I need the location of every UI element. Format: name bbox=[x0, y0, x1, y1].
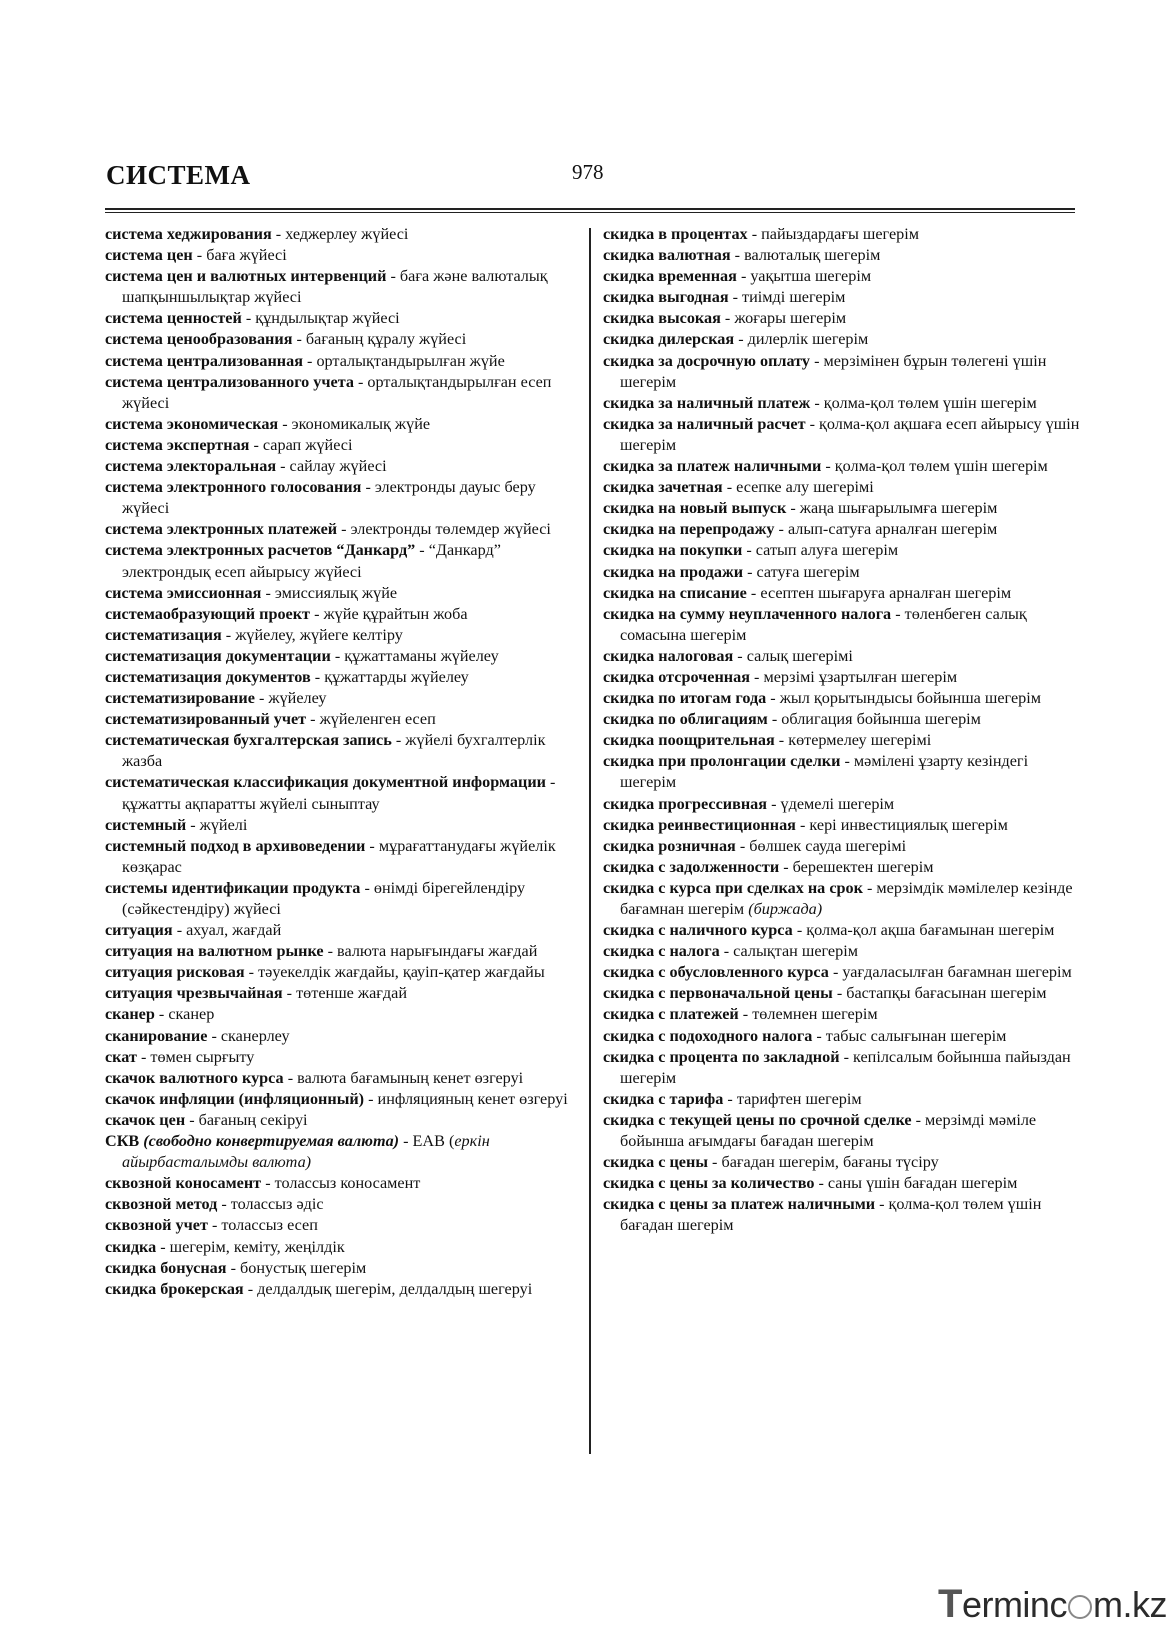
entry-term: скидка с налога bbox=[603, 942, 720, 961]
entry-definition: - пайыздардағы шегерім bbox=[747, 225, 919, 243]
dictionary-entry bbox=[105, 604, 583, 625]
entry-definition: - өнімді бірегейлендіру (сәйкестендіру) жүйесі bbox=[122, 878, 526, 918]
entry-term: скидка отсроченная bbox=[603, 667, 750, 686]
entry-term: ситуация на валютном рынке bbox=[105, 942, 324, 961]
dictionary-entry bbox=[105, 372, 583, 414]
dictionary-entry bbox=[603, 351, 1083, 393]
entry-term: скидка дилерская bbox=[603, 330, 735, 349]
entry-definition: - орталықтандырылған есеп жүйесі bbox=[122, 372, 552, 412]
entry-definition: - баға жүйесі bbox=[192, 246, 287, 265]
entry-term: скидка bbox=[105, 1237, 157, 1256]
entry-definition: - бонустық шегерім bbox=[226, 1258, 367, 1277]
entry-term: систематическая бухгалтерская запись bbox=[105, 731, 392, 750]
entry-definition: - берешектен шегерім bbox=[779, 857, 934, 876]
dictionary-entry bbox=[105, 920, 583, 941]
entry-definition: - электронды дауыс беру жүйесі bbox=[122, 478, 536, 518]
entry-definition: - толассыз есеп bbox=[207, 1216, 318, 1235]
dictionary-entry bbox=[105, 583, 583, 604]
dictionary-entry bbox=[603, 245, 1083, 266]
entry-definition: - валюта нарығындағы жағдай bbox=[323, 942, 538, 961]
entry-definition: - қолма-қол төлем үшін бағадан шегерім bbox=[620, 1195, 1042, 1235]
entry-term: скидка на перепродажу bbox=[603, 520, 775, 539]
entry-definition: - көтермелеу шегерімі bbox=[774, 731, 932, 750]
dictionary-entry bbox=[603, 815, 1083, 836]
entry-term: скидка с подоходного налога bbox=[603, 1026, 813, 1045]
watermark-domain: m.kz bbox=[1092, 1584, 1167, 1625]
dictionary-entry bbox=[603, 1047, 1083, 1089]
entry-definition: - орталықтандырылған жүйе bbox=[302, 351, 505, 370]
entry-term: скидка с цены за платеж наличными bbox=[603, 1195, 876, 1214]
entry-definition: - “Данкард” электрондық есеп айырысу жүйесі bbox=[122, 541, 501, 581]
dictionary-entry bbox=[603, 287, 1083, 308]
entry-definition: - жүйелеу bbox=[254, 689, 327, 708]
dictionary-entry bbox=[105, 414, 583, 435]
entry-definition: - мерзімді мәміле бойынша ағымдағы бағадан шегерім bbox=[620, 1110, 1037, 1151]
dictionary-entry bbox=[105, 1068, 583, 1089]
entry-term: системный bbox=[105, 815, 187, 834]
entry-definition: - төлемнен шегерім bbox=[738, 1005, 878, 1024]
entry-definition: - мерзімінен бұрын төлегені үшін шегерім bbox=[620, 351, 1047, 391]
entry-term: систематизация bbox=[105, 625, 222, 644]
entry-note: (свободно конвертируемая валюта) bbox=[143, 1132, 400, 1151]
entry-definition: - электронды төлемдер жүйесі bbox=[337, 520, 551, 539]
dictionary-entry bbox=[105, 1258, 583, 1279]
entry-term: система хеджирования bbox=[105, 225, 272, 243]
dictionary-entry bbox=[105, 772, 583, 814]
entry-definition: - сканер bbox=[154, 1005, 215, 1024]
entry-term: скидка за досрочную оплату bbox=[603, 351, 811, 370]
entry-term: скидка с курса при сделках на срок bbox=[603, 878, 863, 897]
entry-definition: - табыс салығынан шегерім bbox=[812, 1026, 1007, 1045]
running-head: СИСТЕМА bbox=[106, 160, 251, 190]
dictionary-entry bbox=[105, 308, 583, 329]
entry-definition: - тиімді шегерім bbox=[728, 288, 846, 307]
entry-term: система централизованная bbox=[105, 351, 303, 370]
dictionary-entry bbox=[105, 941, 583, 962]
entry-term: скидка поощрительная bbox=[603, 731, 775, 750]
dictionary-entry bbox=[105, 540, 583, 582]
entry-term: система ценностей bbox=[105, 309, 242, 328]
entry-term: ситуация рисковая bbox=[105, 963, 245, 982]
entry-definition: - тәуекелдік жағдайы, қауіп-қатер жағдайы bbox=[244, 963, 545, 982]
entry-definition: - экономикалық жүйе bbox=[278, 414, 431, 433]
entry-term: системный подход в архивоведении bbox=[105, 836, 366, 855]
entry-definition: - уағдаласылған бағамнан шегерім bbox=[828, 963, 1072, 982]
entry-term: скидка на продажи bbox=[603, 562, 744, 581]
entry-term: скидка зачетная bbox=[603, 478, 723, 497]
entry-term: систематизирование bbox=[105, 689, 255, 708]
dictionary-entry bbox=[105, 878, 583, 920]
entry-definition: - сарап жүйесі bbox=[249, 435, 353, 454]
dictionary-entry bbox=[105, 962, 583, 983]
dictionary-entry bbox=[105, 1173, 583, 1194]
entry-definition: - мерзімі ұзартылған шегерім bbox=[749, 667, 958, 686]
entry-term: скидка брокерская bbox=[105, 1279, 244, 1298]
entry-definition: - жүйе құрайтын жоба bbox=[310, 604, 468, 623]
entry-definition: - саны үшін бағадан шегерім bbox=[814, 1174, 1018, 1193]
entry-definition: - жүйелеу, жүйеге келтіру bbox=[221, 625, 403, 644]
entry-term: сканирование bbox=[105, 1026, 208, 1045]
dictionary-entry bbox=[105, 1279, 583, 1300]
dictionary-entry bbox=[105, 1110, 583, 1131]
entry-definition: - жүйелі бухгалтерлік жазба bbox=[122, 731, 546, 771]
entry-term: скидка по итогам года bbox=[603, 689, 767, 708]
entry-term: скидка с наличного курса bbox=[603, 921, 793, 940]
entry-definition: - толассыз әдіс bbox=[217, 1195, 324, 1214]
dictionary-entry bbox=[105, 329, 583, 350]
entry-term: система экономическая bbox=[105, 414, 279, 433]
entry-term: система электронных расчетов “Данкард” bbox=[105, 541, 416, 560]
entry-definition: - құндылықтар жүйесі bbox=[241, 309, 400, 328]
entry-definition: - бағадан шегерім, бағаны түсіру bbox=[707, 1153, 939, 1172]
entry-term: скидка по облигациям bbox=[603, 710, 768, 729]
dictionary-entry bbox=[603, 646, 1083, 667]
entry-term: скидка временная bbox=[603, 267, 737, 286]
entry-definition-note: еркін айырбасталымды валюта) bbox=[122, 1132, 490, 1172]
entry-term: скидка на покупки bbox=[603, 541, 743, 560]
dictionary-entry bbox=[603, 393, 1083, 414]
entry-definition: - жыл қорытындысы бойынша шегерім bbox=[766, 689, 1042, 708]
dictionary-entry bbox=[105, 1237, 583, 1258]
dictionary-entry bbox=[105, 266, 583, 308]
dictionary-entry bbox=[105, 688, 583, 709]
entry-term: систематизированный учет bbox=[105, 710, 307, 729]
entry-term: система электоральная bbox=[105, 457, 277, 476]
left-column bbox=[105, 224, 583, 1300]
entry-definition: - кепілсалым бойынша пайыздан шегерім bbox=[620, 1047, 1071, 1087]
entry-definition: - құжатты ақпаратты жүйелі сыныптау bbox=[122, 773, 556, 813]
entry-term: система эмиссионная bbox=[105, 583, 262, 602]
entry-term: скидка с цены bbox=[603, 1153, 708, 1172]
dictionary-entry bbox=[105, 983, 583, 1004]
dictionary-entry bbox=[105, 1026, 583, 1047]
dictionary-entry bbox=[105, 646, 583, 667]
dictionary-entry bbox=[603, 1173, 1083, 1194]
dictionary-entry bbox=[105, 730, 583, 772]
dictionary-entry bbox=[603, 540, 1083, 561]
dictionary-entry bbox=[603, 857, 1083, 878]
dictionary-entry bbox=[603, 794, 1083, 815]
dictionary-entry bbox=[603, 688, 1083, 709]
dictionary-entry bbox=[603, 941, 1083, 962]
entry-term: скидка с текущей цены по срочной сделке bbox=[603, 1110, 912, 1129]
dictionary-entry bbox=[603, 983, 1083, 1004]
dictionary-entry bbox=[603, 329, 1083, 350]
dictionary-entry bbox=[105, 815, 583, 836]
dictionary-entry bbox=[603, 1194, 1083, 1236]
entry-term: систематизация документации bbox=[105, 646, 331, 665]
entry-term: система электронных платежей bbox=[105, 520, 338, 539]
entry-definition: - бөлшек сауда шегерімі bbox=[735, 836, 907, 855]
entry-definition: - облигация бойынша шегерім bbox=[767, 710, 981, 729]
dictionary-entry bbox=[603, 308, 1083, 329]
entry-term: скидка валютная bbox=[603, 246, 731, 265]
entry-term: скидка бонусная bbox=[105, 1258, 227, 1277]
entry-term: скидка розничная bbox=[603, 836, 736, 855]
dictionary-entry bbox=[603, 1110, 1083, 1152]
dictionary-entry bbox=[603, 920, 1083, 941]
entry-term: скидка на сумму неуплаченного налога bbox=[603, 604, 892, 623]
entry-term: скидка при пролонгации сделки bbox=[603, 752, 841, 771]
dictionary-entry bbox=[105, 836, 583, 878]
header-rule-thin bbox=[105, 212, 1075, 213]
entry-term: скидка на списание bbox=[603, 583, 747, 602]
entry-term: скидка налоговая bbox=[603, 646, 734, 665]
entry-term: скидка за наличный расчет bbox=[603, 414, 806, 433]
entry-definition: - қолма-қол төлем үшін шегерім bbox=[810, 393, 1037, 412]
dictionary-entry bbox=[603, 730, 1083, 751]
dictionary-entry bbox=[105, 1047, 583, 1068]
entry-term: ситуация чрезвычайная bbox=[105, 984, 283, 1003]
entry-definition: - жаңа шығарылымға шегерім bbox=[786, 499, 998, 518]
entry-definition-note: (биржада) bbox=[748, 900, 823, 918]
entry-definition: - мұрағаттанудағы жүйелік көзқарас bbox=[122, 836, 556, 876]
entry-term: сканер bbox=[105, 1005, 155, 1024]
dictionary-entry bbox=[603, 836, 1083, 857]
entry-term: скидка с процента по закладной bbox=[603, 1047, 840, 1066]
entry-definition: - есепке алу шегерімі bbox=[722, 478, 874, 497]
entry-definition: - мәмілені ұзарту кезіндегі шегерім bbox=[620, 752, 1029, 792]
entry-term: системы идентификации продукта bbox=[105, 878, 361, 897]
entry-definition: - жүйеленген есеп bbox=[306, 710, 436, 729]
entry-definition: - қолма-қол ақша бағамынан шегерім bbox=[792, 921, 1055, 940]
entry-definition: - валюталық шегерім bbox=[730, 246, 881, 265]
entry-definition: - ахуал, жағдай bbox=[172, 921, 282, 940]
entry-definition: - хеджерлеу жүйесі bbox=[271, 225, 409, 243]
entry-term: сквозной метод bbox=[105, 1195, 218, 1214]
entry-term: скидка с тарифа bbox=[603, 1089, 724, 1108]
entry-term: скидка за платеж наличными bbox=[603, 457, 822, 476]
entry-definition: - мерзімдік мәмілелер кезінде бағамнан шегерім bbox=[620, 878, 1073, 918]
header-rule-thick bbox=[105, 208, 1075, 210]
entry-definition: - жүйелі bbox=[186, 815, 248, 834]
dictionary-entry bbox=[603, 604, 1083, 646]
entry-term: сквозной учет bbox=[105, 1216, 208, 1235]
entry-definition: - уақытша шегерім bbox=[736, 267, 872, 286]
dictionary-entry bbox=[105, 1131, 583, 1173]
entry-definition: - салық шегерімі bbox=[733, 646, 853, 665]
entry-definition: - ЕАВ ( bbox=[399, 1132, 455, 1151]
entry-term: скачок цен bbox=[105, 1110, 186, 1129]
dictionary-entry bbox=[603, 477, 1083, 498]
entry-definition: - құжаттаманы жүйелеу bbox=[330, 646, 499, 665]
entry-definition: - сайлау жүйесі bbox=[276, 457, 387, 476]
entry-term: скачок валютного курса bbox=[105, 1068, 284, 1087]
dictionary-entry bbox=[603, 1026, 1083, 1047]
dictionary-entry bbox=[603, 456, 1083, 477]
termincom-watermark bbox=[938, 1582, 1167, 1627]
watermark-middle: erminc bbox=[961, 1584, 1067, 1625]
circle-o-icon bbox=[1068, 1595, 1092, 1619]
dictionary-entry bbox=[105, 245, 583, 266]
entry-term: скидка высокая bbox=[603, 309, 721, 328]
entry-definition: - бастапқы бағасынан шегерім bbox=[832, 984, 1047, 1003]
entry-term: СКВ bbox=[105, 1132, 144, 1151]
entry-term: система централизованного учета bbox=[105, 372, 354, 391]
entry-term: скидка с обусловленного курса bbox=[603, 963, 829, 982]
entry-term: систематическая классификация документной информации bbox=[105, 773, 546, 792]
dictionary-entry bbox=[603, 878, 1083, 920]
entry-definition: - төленбеген салық сомасына шегерім bbox=[620, 604, 1027, 644]
entry-definition: - тарифтен шегерім bbox=[723, 1089, 862, 1108]
entry-definition: - есептен шығаруға арналған шегерім bbox=[746, 583, 1012, 602]
dictionary-entry bbox=[603, 414, 1083, 456]
page-number: 978 bbox=[572, 160, 604, 184]
entry-term: система ценообразования bbox=[105, 330, 293, 349]
entry-term: скидка на новый выпуск bbox=[603, 499, 787, 518]
entry-term: скидка с платежей bbox=[603, 1005, 739, 1024]
entry-definition: - сатып алуға шегерім bbox=[742, 541, 899, 560]
dictionary-entry bbox=[603, 667, 1083, 688]
entry-definition: - бағаның секіруі bbox=[185, 1110, 308, 1129]
entry-definition: - төтенше жағдай bbox=[282, 984, 407, 1003]
dictionary-entry bbox=[603, 1089, 1083, 1110]
entry-term: скидка прогрессивная bbox=[603, 794, 768, 813]
entry-definition: - дилерлік шегерім bbox=[734, 330, 869, 349]
entry-definition: - инфляцияның кенет өзгеруі bbox=[364, 1089, 568, 1108]
watermark-initial: T bbox=[938, 1582, 962, 1626]
entry-definition: - үдемелі шегерім bbox=[767, 794, 895, 813]
dictionary-entry bbox=[603, 224, 1083, 245]
dictionary-entry bbox=[105, 456, 583, 477]
entry-term: скачок инфляции (инфляционный) bbox=[105, 1089, 365, 1108]
dictionary-entry bbox=[603, 562, 1083, 583]
dictionary-entry bbox=[105, 351, 583, 372]
entry-term: скидка с цены за количество bbox=[603, 1174, 815, 1193]
dictionary-entry bbox=[105, 709, 583, 730]
dictionary-entry bbox=[105, 667, 583, 688]
entry-term: скидка с первоначальной цены bbox=[603, 984, 833, 1003]
dictionary-entry bbox=[105, 435, 583, 456]
dictionary-entry bbox=[603, 1152, 1083, 1173]
dictionary-entry bbox=[603, 1004, 1083, 1025]
dictionary-entry bbox=[603, 709, 1083, 730]
entry-definition: - кері инвестициялық шегерім bbox=[795, 815, 1008, 834]
entry-term: скидка реинвестиционная bbox=[603, 815, 796, 834]
entry-term: скат bbox=[105, 1047, 137, 1066]
entry-definition: - құжаттарды жүйелеу bbox=[310, 667, 469, 686]
entry-definition: - қолма-қол төлем үшін шегерім bbox=[821, 457, 1048, 476]
entry-definition: - баға және валюталық шапқыншылықтар жүйесі bbox=[122, 267, 548, 307]
dictionary-entry bbox=[105, 625, 583, 646]
entry-term: систематизация документов bbox=[105, 667, 311, 686]
entry-definition: - төмен сырғыту bbox=[136, 1047, 255, 1066]
entry-term: система электронного голосования bbox=[105, 478, 362, 497]
entry-definition: - толассыз коносамент bbox=[261, 1174, 421, 1193]
entry-term: система экспертная bbox=[105, 435, 250, 454]
entry-term: система цен bbox=[105, 246, 193, 265]
entry-definition: - салықтан шегерім bbox=[719, 942, 858, 961]
entry-definition: - жоғары шегерім bbox=[720, 309, 847, 328]
entry-term: скидка в процентах bbox=[603, 225, 748, 243]
entry-definition: - эмиссиялық жүйе bbox=[261, 583, 398, 602]
entry-term: система цен и валютных интервенций bbox=[105, 267, 387, 286]
dictionary-entry bbox=[105, 1089, 583, 1110]
entry-term: скидка выгодная bbox=[603, 288, 729, 307]
dictionary-entry bbox=[603, 583, 1083, 604]
dictionary-entry bbox=[105, 1215, 583, 1236]
dictionary-entry bbox=[105, 519, 583, 540]
dictionary-entry bbox=[105, 224, 583, 245]
entry-definition: - сканерлеу bbox=[207, 1026, 290, 1045]
entry-definition: - сатуға шегерім bbox=[743, 562, 860, 581]
entry-definition: - валюта бағамының кенет өзгеруі bbox=[283, 1068, 524, 1087]
dictionary-entry bbox=[105, 477, 583, 519]
entry-definition: - қолма-қол ақшаға есеп айырысу үшін шегерім bbox=[620, 414, 1080, 454]
dictionary-entry bbox=[603, 519, 1083, 540]
dictionary-entry bbox=[603, 498, 1083, 519]
dictionary-entry bbox=[603, 266, 1083, 287]
entry-term: ситуация bbox=[105, 921, 173, 940]
entry-definition: - шегерім, кеміту, жеңілдік bbox=[156, 1237, 345, 1256]
entry-definition: - алып-сатуға арналған шегерім bbox=[774, 520, 998, 539]
entry-term: сквозной коносамент bbox=[105, 1174, 262, 1193]
entry-term: скидка с задолженности bbox=[603, 857, 780, 876]
entry-definition: - бағаның құралу жүйесі bbox=[292, 330, 467, 349]
entry-term: системаобразующий проект bbox=[105, 604, 311, 623]
entry-definition: - делдалдық шегерім, делдалдың шегеруі bbox=[243, 1279, 533, 1298]
dictionary-entry bbox=[105, 1194, 583, 1215]
right-column bbox=[603, 224, 1083, 1237]
dictionary-entry bbox=[603, 962, 1083, 983]
entry-term: скидка за наличный платеж bbox=[603, 393, 811, 412]
dictionary-entry bbox=[105, 1004, 583, 1025]
dictionary-entry bbox=[603, 751, 1083, 793]
column-divider bbox=[589, 228, 591, 1454]
